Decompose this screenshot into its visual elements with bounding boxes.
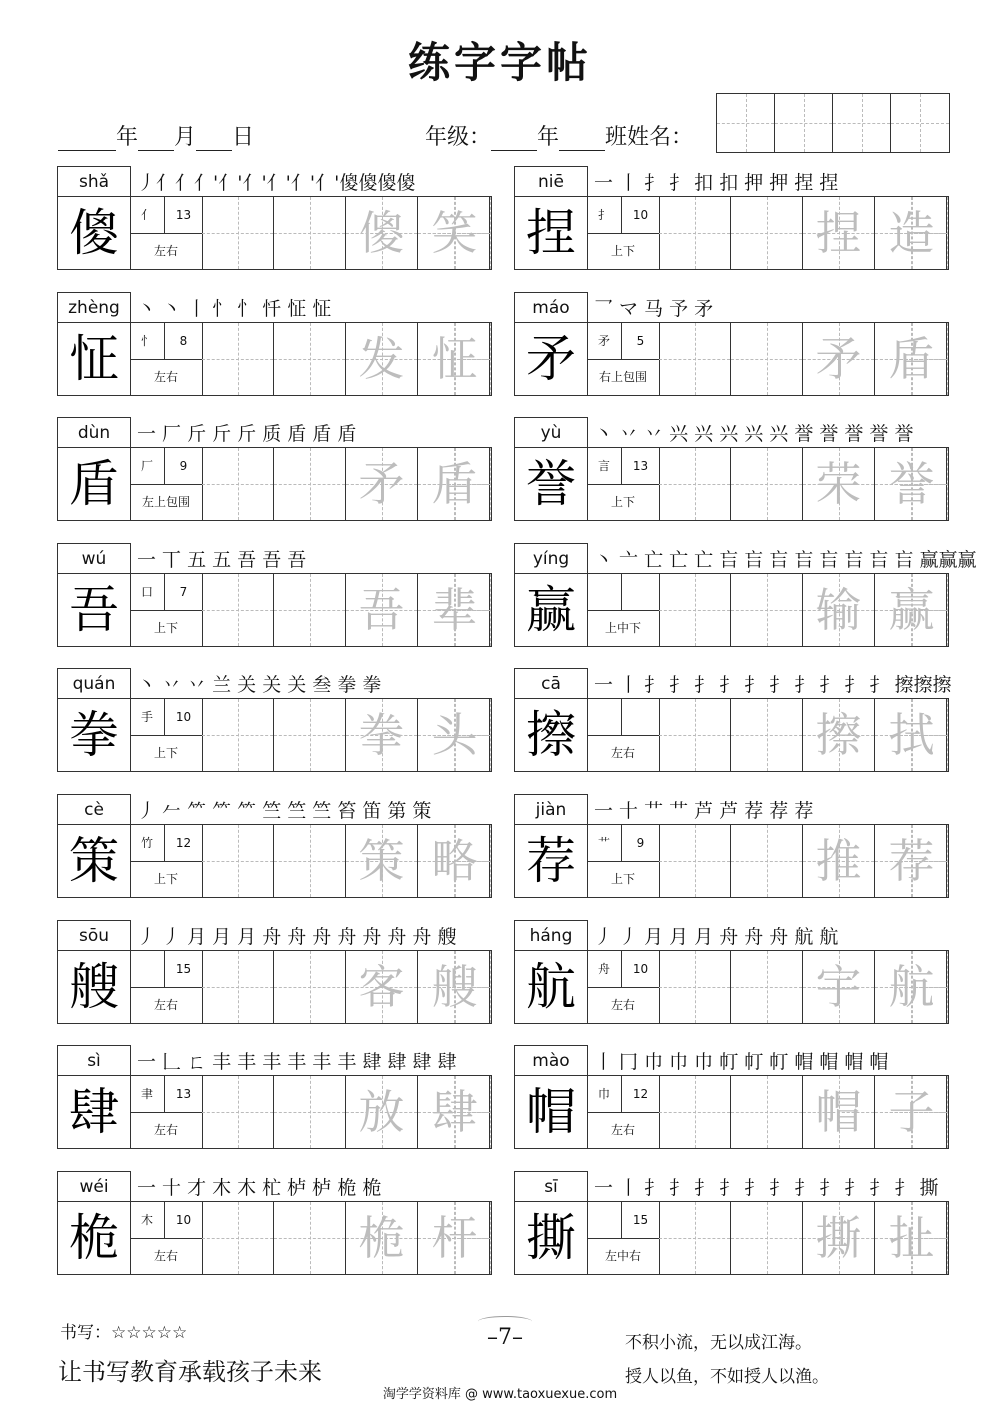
stroke-count: 7: [165, 574, 202, 611]
practice-cell[interactable]: [274, 951, 346, 1023]
model-char: 赢: [515, 574, 588, 646]
word-cell[interactable]: [346, 323, 418, 395]
practice-cell[interactable]: [659, 825, 731, 897]
stroke-count: 9: [165, 448, 202, 485]
pinyin: shǎ: [57, 166, 131, 197]
practice-cell[interactable]: [659, 323, 731, 395]
practice-cell[interactable]: [274, 1202, 346, 1274]
ghost-char: 荐: [888, 834, 935, 888]
char-info: [130, 951, 203, 1023]
radical: 木: [130, 1202, 165, 1239]
stroke-order: 丿 丿 月 月 月 舟 舟 舟 航 航: [594, 925, 839, 948]
practice-cell[interactable]: [659, 1202, 731, 1274]
word-cell[interactable]: [418, 323, 491, 395]
pinyin: yù: [514, 417, 588, 448]
pinyin: sī: [514, 1171, 588, 1202]
model-char: 誉: [515, 448, 588, 520]
practice-cell[interactable]: [731, 1076, 803, 1148]
grade-year-label: 年: [537, 125, 560, 150]
stroke-count: 5: [622, 323, 659, 360]
word-cell[interactable]: [875, 574, 948, 646]
word-cell[interactable]: [803, 448, 875, 520]
radical: 手: [130, 699, 165, 736]
char-info: [587, 951, 660, 1023]
char-card: [57, 920, 492, 1024]
practice-row: [514, 196, 949, 270]
practice-cell[interactable]: [274, 574, 346, 646]
model-char: 撕: [515, 1202, 588, 1274]
structure: 上下: [153, 872, 178, 886]
practice-cell[interactable]: [731, 323, 803, 395]
ghost-char: 头: [431, 708, 478, 763]
word-cell[interactable]: [803, 1076, 875, 1148]
pinyin: dùn: [57, 417, 131, 448]
practice-cell[interactable]: [274, 323, 346, 395]
stroke-order: 丿亻亻亻'亻'亻'亻'亻'亻'傻傻傻傻: [137, 172, 416, 194]
word-cell[interactable]: [418, 825, 491, 897]
structure: 上下: [153, 746, 178, 761]
char-card: [514, 292, 949, 396]
ghost-char: 誉: [888, 457, 935, 512]
practice-cell[interactable]: [731, 197, 803, 269]
practice-row: [57, 573, 492, 647]
word-cell[interactable]: [346, 699, 418, 771]
stroke-count: 10: [165, 1202, 202, 1239]
practice-cell[interactable]: [202, 699, 274, 771]
char-card: [57, 543, 492, 647]
char-card: [57, 417, 492, 521]
structure: 左上包围: [141, 495, 190, 510]
structure: 左右: [610, 997, 635, 1012]
radical: [587, 1202, 622, 1239]
stroke-order: 一 丨 扌 扌 扌 扌 扌 扌 扌 扌 扌 扌 擦擦擦: [594, 674, 952, 697]
name-label: 姓名：: [627, 125, 694, 150]
stroke-order: 丨 冂 巾 巾 巾 帄 帄 帄 帽 帽 帽 帽: [594, 1051, 889, 1074]
char-card: [57, 1045, 492, 1149]
model-char: 艘: [58, 951, 131, 1023]
stroke-count: 12: [165, 825, 202, 862]
char-card: [57, 668, 492, 772]
practice-cell[interactable]: [659, 574, 731, 646]
radical: 忄: [130, 323, 165, 360]
radical: 巾: [587, 1076, 622, 1113]
word-cell[interactable]: [875, 197, 948, 269]
char-info: [587, 574, 660, 646]
practice-cell[interactable]: [659, 699, 731, 771]
word-cell[interactable]: [346, 1076, 418, 1148]
radical: 竹: [130, 825, 165, 862]
practice-row: [57, 950, 492, 1024]
radical: 矛: [587, 323, 622, 360]
char-info: [130, 1076, 203, 1148]
ghost-char: 拳: [358, 708, 405, 763]
char-card: [514, 668, 952, 772]
practice-cell[interactable]: [274, 197, 346, 269]
char-info: [587, 197, 660, 269]
practice-row: [514, 1075, 949, 1149]
model-char: 策: [58, 825, 131, 897]
char-info: [130, 699, 203, 771]
stroke-order: 乛 マ 马 予 矛: [594, 297, 714, 320]
ghost-char: 杆: [431, 1210, 478, 1265]
stroke-order: 丿 𠂉 ⺮ ⺮ ⺮ 竺 竺 竺 笞 笛 第 策: [137, 800, 432, 822]
date-line[interactable]: [58, 120, 254, 151]
pinyin: niē: [514, 166, 588, 197]
word-cell[interactable]: [346, 197, 418, 269]
char-info: [130, 197, 203, 269]
structure: 左右: [153, 997, 178, 1012]
practice-cell[interactable]: [731, 574, 803, 646]
stroke-count: 13: [165, 197, 202, 234]
structure: 左右: [153, 244, 178, 258]
practice-row: [57, 322, 492, 396]
stroke-count: 8: [165, 323, 202, 360]
word-cell[interactable]: [875, 448, 948, 520]
model-char: 怔: [58, 323, 131, 395]
structure: 上下: [610, 872, 635, 886]
practice-cell[interactable]: [202, 1202, 274, 1274]
stroke-order: 丶 丷 丷 兴 兴 兴 兴 兴 誉 誉 誉 誉 誉: [594, 423, 914, 446]
model-char: 荐: [515, 825, 588, 897]
ghost-char: 造: [888, 206, 935, 260]
stroke-count: 10: [622, 197, 659, 234]
stroke-order: 一 丨 扌 扌 扌 扌 扌 扌 扌 扌 扌 扌 扌 撕: [594, 1176, 939, 1199]
char-card: [57, 166, 492, 270]
ghost-char: 输: [815, 582, 862, 637]
structure: 左右: [153, 1248, 178, 1263]
pinyin: sì: [57, 1045, 131, 1076]
radical: 扌: [587, 197, 622, 234]
ghost-char: 宇: [815, 959, 862, 1014]
char-card: [514, 166, 949, 270]
practice-row: [514, 447, 949, 521]
ghost-char: 吾: [358, 582, 405, 637]
radical: [587, 699, 622, 736]
structure: 左右: [610, 1123, 635, 1138]
practice-cell[interactable]: [659, 1076, 731, 1148]
practice-cell[interactable]: [202, 951, 274, 1023]
practice-row: [57, 824, 492, 898]
model-char: 肆: [58, 1076, 131, 1148]
word-cell[interactable]: [803, 574, 875, 646]
ghost-char: 帽: [815, 1085, 862, 1140]
practice-cell[interactable]: [202, 574, 274, 646]
stroke-count: 12: [622, 1076, 659, 1113]
stroke-order: 丶 丷 丷 兰 关 关 关 叁 拳 拳: [137, 674, 382, 697]
word-cell[interactable]: [346, 825, 418, 897]
practice-row: [514, 698, 949, 772]
stroke-order: 丶 亠 亡 亡 亡 吂 吂 吂 吂 吂 吂 吂 吂 赢赢赢: [594, 548, 977, 571]
ghost-char: 捏: [815, 206, 862, 260]
structure: 上下: [153, 620, 178, 635]
ghost-char: 推: [815, 834, 862, 888]
ghost-char: 子: [888, 1085, 935, 1140]
ghost-char: 赢: [888, 582, 935, 637]
word-cell[interactable]: [803, 951, 875, 1023]
page-title: 练字字帖: [407, 38, 592, 87]
word-cell[interactable]: [875, 1202, 948, 1274]
practice-cell[interactable]: [731, 448, 803, 520]
stroke-order: 一 十 才 木 木 杧 栌 栌 桅 桅: [137, 1176, 382, 1199]
char-card: [514, 417, 949, 521]
pinyin: zhèng: [57, 292, 131, 323]
quote-1: 不积小流，无以成江海。: [625, 1333, 812, 1353]
stroke-order: 一 丅 五 五 吾 吾 吾: [137, 548, 307, 571]
word-cell[interactable]: [418, 197, 491, 269]
pinyin: yíng: [514, 543, 588, 574]
word-cell[interactable]: [875, 825, 948, 897]
word-cell[interactable]: [803, 825, 875, 897]
stroke-count: [622, 699, 659, 736]
pinyin: jiàn: [514, 794, 588, 825]
ghost-char: 拭: [888, 708, 935, 763]
stroke-count: [622, 574, 659, 611]
ghost-char: 客: [358, 959, 405, 1014]
practice-cell[interactable]: [274, 1076, 346, 1148]
pinyin: wú: [57, 543, 131, 574]
ghost-char: 傻: [358, 206, 405, 260]
practice-cell[interactable]: [202, 323, 274, 395]
word-cell[interactable]: [803, 197, 875, 269]
pinyin: quán: [57, 668, 131, 699]
ghost-char: 撕: [815, 1210, 862, 1265]
practice-row: [514, 950, 949, 1024]
word-cell[interactable]: [803, 1202, 875, 1274]
char-card: [514, 794, 949, 898]
practice-row: [57, 447, 492, 521]
grade-label: 年级：: [425, 125, 492, 150]
radical: 口: [130, 574, 165, 611]
word-cell[interactable]: [418, 699, 491, 771]
char-card: [57, 794, 492, 898]
pinyin: mào: [514, 1045, 588, 1076]
word-cell[interactable]: [346, 448, 418, 520]
ghost-char: 矛: [358, 457, 405, 512]
ghost-char: 策: [358, 834, 405, 888]
word-cell[interactable]: [418, 448, 491, 520]
word-cell[interactable]: [346, 951, 418, 1023]
practice-cell[interactable]: [731, 951, 803, 1023]
char-info: [130, 323, 203, 395]
structure: 上中下: [604, 620, 641, 635]
radical: [130, 951, 165, 988]
practice-cell[interactable]: [731, 825, 803, 897]
char-card: [57, 1171, 492, 1275]
char-info: [587, 323, 660, 395]
ghost-char: 辈: [431, 582, 478, 637]
practice-cell[interactable]: [731, 1202, 803, 1274]
stroke-order: 丶 丶 丨 忄 忄 忏 怔 怔: [137, 297, 332, 320]
ghost-char: 航: [888, 959, 935, 1014]
char-info: [587, 448, 660, 520]
stroke-count: 10: [622, 951, 659, 988]
ghost-char: 扯: [888, 1210, 935, 1265]
ghost-char: 发: [358, 331, 405, 386]
day-label: 日: [232, 125, 255, 150]
practice-cell[interactable]: [202, 825, 274, 897]
model-char: 帽: [515, 1076, 588, 1148]
stroke-count: 13: [622, 448, 659, 485]
word-cell[interactable]: [875, 699, 948, 771]
structure: 左右: [153, 369, 178, 384]
model-char: 盾: [58, 448, 131, 520]
slogan: 让书写教育承载孩子未来: [58, 1358, 322, 1386]
practice-row: [57, 1201, 492, 1275]
stroke-count: 13: [165, 1076, 202, 1113]
model-char: 拳: [58, 699, 131, 771]
practice-cell[interactable]: [274, 825, 346, 897]
ghost-char: 荣: [815, 457, 862, 512]
char-info: [130, 574, 203, 646]
radical: [587, 574, 622, 611]
model-char: 擦: [515, 699, 588, 771]
ghost-char: 矛: [815, 331, 862, 386]
char-card: [514, 920, 949, 1024]
stroke-order: 一 厂 斤 斤 斤 质 盾 盾 盾: [137, 423, 357, 446]
stroke-order: 一 十 艹 艹 芦 芦 荐 荐 荐: [594, 800, 814, 822]
practice-cell[interactable]: [731, 699, 803, 771]
practice-cell[interactable]: [659, 448, 731, 520]
pinyin: sōu: [57, 920, 131, 951]
pinyin: cā: [514, 668, 588, 699]
practice-cell[interactable]: [202, 448, 274, 520]
word-cell[interactable]: [418, 1202, 491, 1274]
stroke-order: 一 𠃊 ㄈ 丰 丰 丰 丰 丰 丰 肆 肆 肆 肆: [137, 1051, 457, 1074]
radical: 厂: [130, 448, 165, 485]
year-label: 年: [116, 125, 139, 150]
practice-cell[interactable]: [274, 448, 346, 520]
model-char: 桅: [58, 1202, 131, 1274]
word-cell[interactable]: [418, 574, 491, 646]
practice-cell[interactable]: [202, 197, 274, 269]
model-char: 航: [515, 951, 588, 1023]
name-grid[interactable]: [716, 93, 950, 153]
radical: 舟: [587, 951, 622, 988]
char-card: [57, 292, 492, 396]
practice-cell[interactable]: [202, 1076, 274, 1148]
radical: 亻: [130, 197, 165, 234]
word-cell[interactable]: [875, 951, 948, 1023]
practice-cell[interactable]: [274, 699, 346, 771]
char-info: [587, 1202, 660, 1274]
page-number: –7–: [487, 1325, 523, 1350]
practice-row: [57, 698, 492, 772]
ghost-char: 略: [431, 834, 478, 888]
word-cell[interactable]: [346, 574, 418, 646]
ghost-char: 放: [358, 1085, 405, 1140]
ghost-char: 艘: [431, 959, 478, 1014]
radical: 聿: [130, 1076, 165, 1113]
model-char: 矛: [515, 323, 588, 395]
pinyin: máo: [514, 292, 588, 323]
radical: 言: [587, 448, 622, 485]
char-info: [587, 699, 660, 771]
structure: 左右: [610, 746, 635, 761]
structure: 左右: [153, 1123, 178, 1138]
word-cell[interactable]: [418, 1076, 491, 1148]
model-char: 捏: [515, 197, 588, 269]
model-char: 傻: [58, 197, 131, 269]
practice-row: [514, 1201, 949, 1275]
stroke-count: 15: [622, 1202, 659, 1239]
stroke-count: 9: [622, 825, 659, 862]
rating: 书写：☆☆☆☆☆: [60, 1323, 188, 1343]
practice-row: [57, 196, 492, 270]
char-card: [514, 543, 977, 647]
word-cell[interactable]: [803, 323, 875, 395]
quote-2: 授人以鱼，不如授人以渔。: [625, 1367, 829, 1387]
structure: 右上包围: [598, 369, 647, 384]
char-info: [587, 825, 660, 897]
practice-row: [514, 824, 949, 898]
stroke-count: 15: [165, 951, 202, 988]
ghost-char: 桅: [358, 1210, 405, 1265]
ghost-char: 擦: [815, 708, 862, 763]
char-card: [514, 1045, 949, 1149]
stroke-order: 丿 丿 月 月 月 舟 舟 舟 舟 舟 舟 舟 艘: [137, 925, 457, 948]
structure: 左中右: [604, 1248, 641, 1263]
practice-row: [514, 322, 949, 396]
practice-cell[interactable]: [659, 951, 731, 1023]
ghost-char: 盾: [888, 331, 935, 386]
ghost-char: 笑: [431, 206, 478, 260]
char-info: [130, 825, 203, 897]
pinyin: wéi: [57, 1171, 131, 1202]
structure: 上下: [610, 244, 635, 258]
stroke-count: 10: [165, 699, 202, 736]
practice-row: [57, 1075, 492, 1149]
ghost-char: 肆: [431, 1085, 478, 1140]
grade-line[interactable]: [425, 120, 693, 151]
word-cell[interactable]: [875, 323, 948, 395]
word-cell[interactable]: [803, 699, 875, 771]
char-info: [130, 448, 203, 520]
model-char: 吾: [58, 574, 131, 646]
pinyin: cè: [57, 794, 131, 825]
practice-row: [514, 573, 949, 647]
stroke-order: 一 丨 扌 扌 扣 扣 押 押 捏 捏: [594, 172, 839, 194]
ghost-char: 盾: [431, 457, 478, 512]
char-card: [514, 1171, 949, 1275]
month-label: 月: [174, 125, 197, 150]
char-info: [587, 1076, 660, 1148]
char-info: [130, 1202, 203, 1274]
site-credit: 淘学学资料库 @ www.taoxuexue.com: [382, 1387, 618, 1402]
word-cell[interactable]: [418, 951, 491, 1023]
structure: 上下: [610, 495, 635, 510]
word-cell[interactable]: [875, 1076, 948, 1148]
practice-cell[interactable]: [659, 197, 731, 269]
radical: 艹: [587, 825, 622, 862]
pinyin: háng: [514, 920, 588, 951]
ghost-char: 怔: [431, 331, 478, 386]
class-label: 班: [605, 125, 628, 150]
word-cell[interactable]: [346, 1202, 418, 1274]
